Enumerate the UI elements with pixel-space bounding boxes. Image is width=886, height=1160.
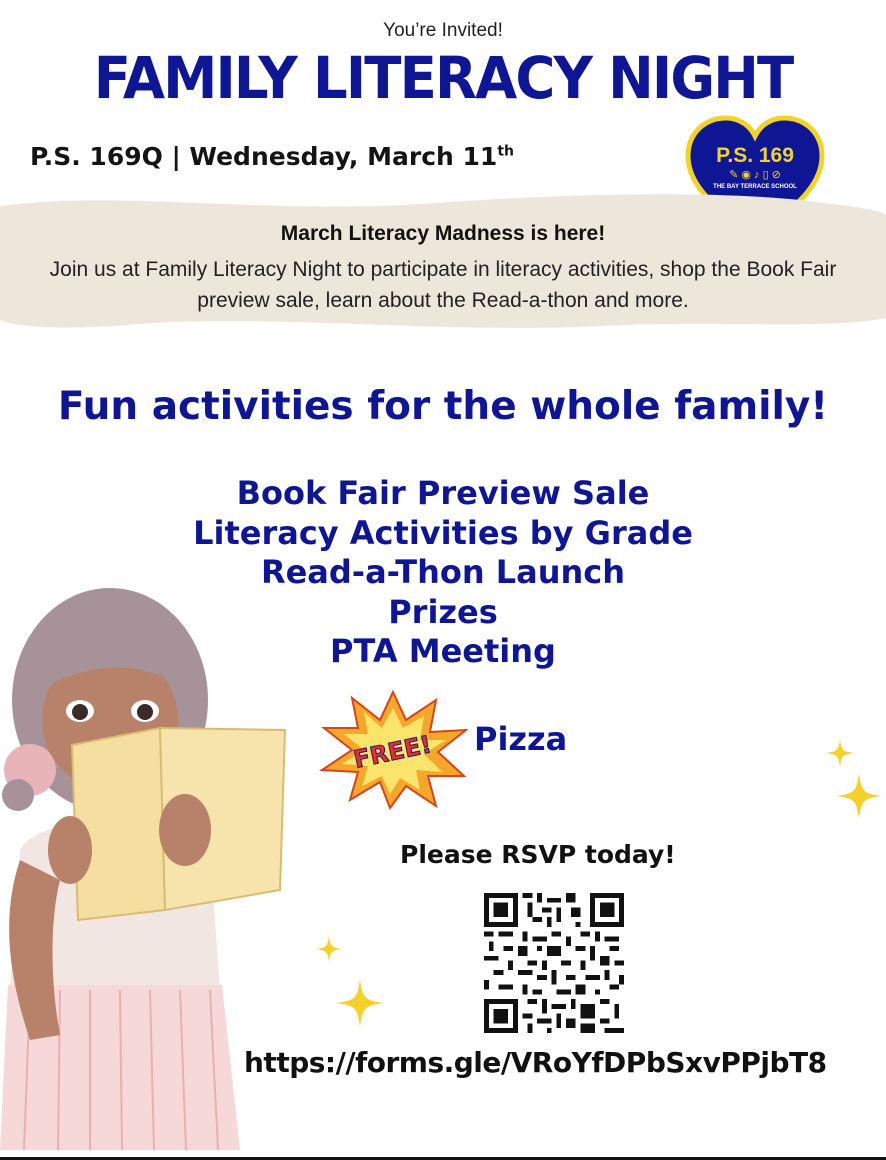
sparkle-icon [336, 976, 384, 1030]
free-badge-text: FREE! [351, 730, 434, 774]
rsvp-qr-code[interactable] [484, 893, 624, 1033]
sparkle-icon [316, 934, 342, 964]
intro-body: Join us at Family Literacy Night to participate in literacy activities, shop the Book Fair preview sale, learn about the Read-a-thon and more. [49, 258, 837, 312]
invite-text: You’re Invited! [383, 20, 503, 41]
event-date [30, 142, 514, 171]
activity-item: Read-a-Thon Launch [260, 553, 626, 591]
sparkle-icon [826, 738, 854, 768]
activity-item: Book Fair Preview Sale [236, 474, 650, 512]
page-title: FAMILY LITERACY NIGHT [93, 44, 793, 112]
date-suffix: th [497, 143, 514, 160]
logo-icons: ✎ ◉ ♪ ▯ ⊘ [729, 169, 781, 181]
activity-item: Prizes [388, 592, 498, 631]
activity-item: PTA Meeting [330, 632, 556, 670]
activities-heading: Fun activities for the whole family! [57, 384, 829, 429]
rsvp-link[interactable]: https://forms.gle/VRoYfDPbSxvPPjbT8 [244, 1046, 827, 1079]
free-item: Pizza [474, 720, 568, 758]
activity-item: Literacy Activities by Grade [193, 513, 693, 552]
intro-heading: March Literacy Madness is here! [280, 222, 606, 245]
event-date-text: P.S. 169Q | Wednesday, March 11 [30, 142, 498, 171]
rsvp-prompt: Please RSVP today! [400, 840, 676, 869]
free-burst-icon [318, 690, 468, 810]
logo-school-name: THE BAY TERRACE SCHOOL [713, 184, 797, 190]
sparkle-icon [836, 770, 882, 822]
logo-title: P.S. 169 [716, 144, 794, 167]
